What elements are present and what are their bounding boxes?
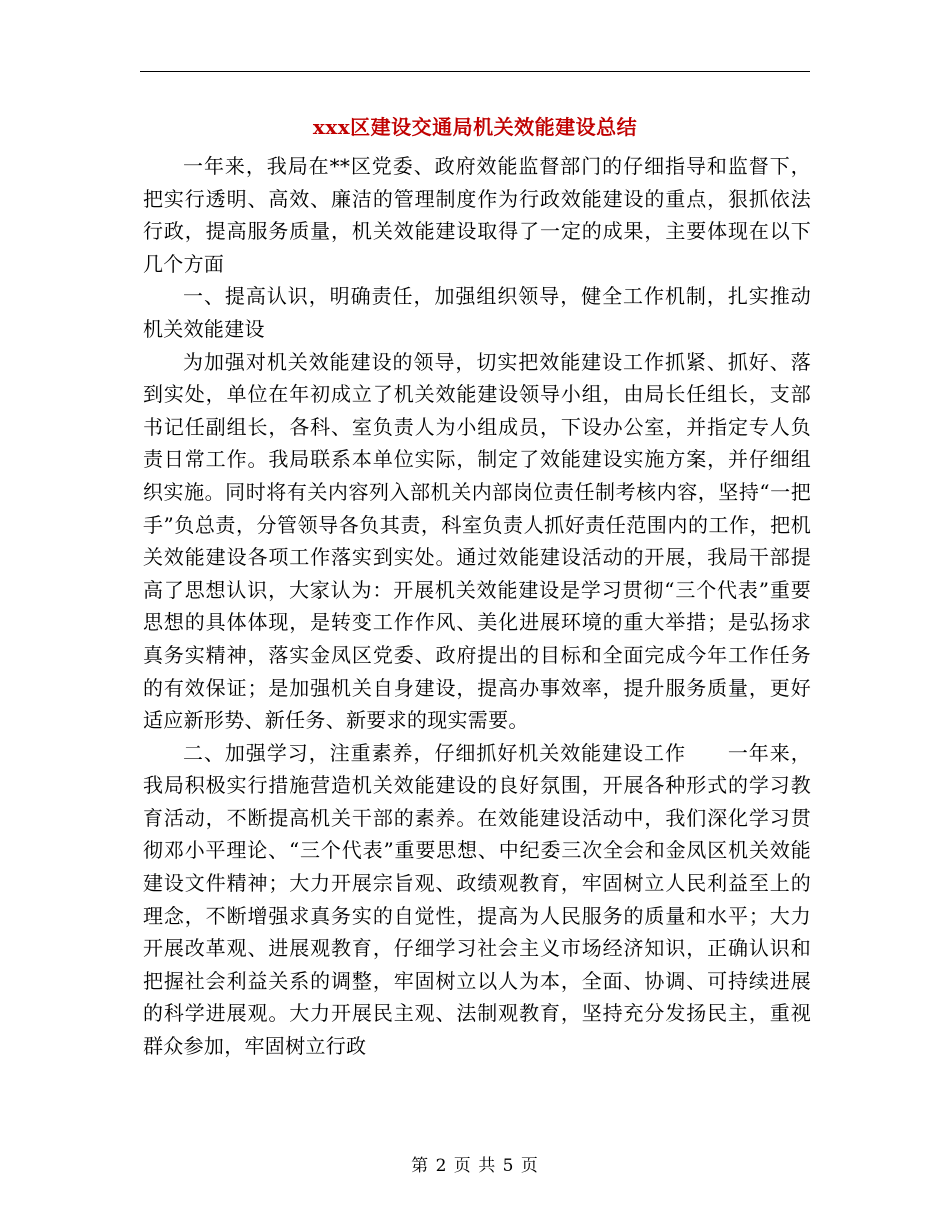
document-body <box>143 150 811 1063</box>
paragraph-intro: 一年来，我局在**区党委、政府效能监督部门的仔细指导和监督下，把实行透明、高效、廉洁的管理制度作为行政效能建设的重点，狠抓依法行政，提高服务质量，机关效能建设取得了一定的成果，主要体现在以下几个方面 <box>143 154 811 276</box>
section-heading-1: 一、提高认识，明确责任，加强组织领导，健全工作机制，扎实推动机关效能建设 <box>143 284 811 341</box>
header-rule <box>140 71 810 72</box>
document-title: xxx区建设交通局机关效能建设总结 <box>312 115 638 139</box>
page-footer: 第 2 页 共 5 页 <box>411 1156 539 1176</box>
paragraph-section-1: 为加强对机关效能建设的领导，切实把效能建设工作抓紧、抓好、落到实处，单位在年初成立了机关效能建设领导小组，由局长任组长，支部书记任副组长，各科、室负责人为小组成员，下设办公室，并指定专人负责日常工作。我局联系本单位实际，制定了效能建设实施方案，并仔细组织实施。同时将有关内容列入部机关内部岗位责任制考核内容，坚持“一把手”负总责，分管领导各负其责，科室负责人抓好责任范围内的工作，把机关效能建设各项工作落实到实处。通过效能建设活动的开展，我局干部提高了思想认识，大家认为：开展机关效能建设是学习贯彻“三个代表”重要思想的具体体现，是转变工作作风、美化进展环境的重大举措；是弘扬求真务实精神，落实金凤区党委、政府提出的目标和全面完成今年工作任务的有效保证；是加强机关自身建设，提高办事效率，提升服务质量，更好适应新形势、新任务、新要求的现实需要。 <box>143 349 811 733</box>
paragraph-section-2: 二、加强学习，注重素养，仔细抓好机关效能建设工作 一年来，我局积极实行措施营造机关效能建设的良好氛围，开展各种形式的学习教育活动，不断提高机关干部的素养。在效能建设活动中，我们深化学习贯彻邓小平理论、“三个代表”重要思想、中纪委三次全会和金凤区机关效能建设文件精神；大力开展宗旨观、政绩观教育，牢固树立人民利益至上的理念，不断增强求真务实的自觉性，提高为人民服务的质量和水平；大力开展改革观、进展观教育，仔细学习社会主义市场经济知识，正确认识和把握社会利益关系的调整，牢固树立以人为本，全面、协调、可持续进展的科学进展观。大力开展民主观、法制观教育，坚持充分发扬民主，重视群众参加，牢固树立行政 <box>143 740 811 1059</box>
